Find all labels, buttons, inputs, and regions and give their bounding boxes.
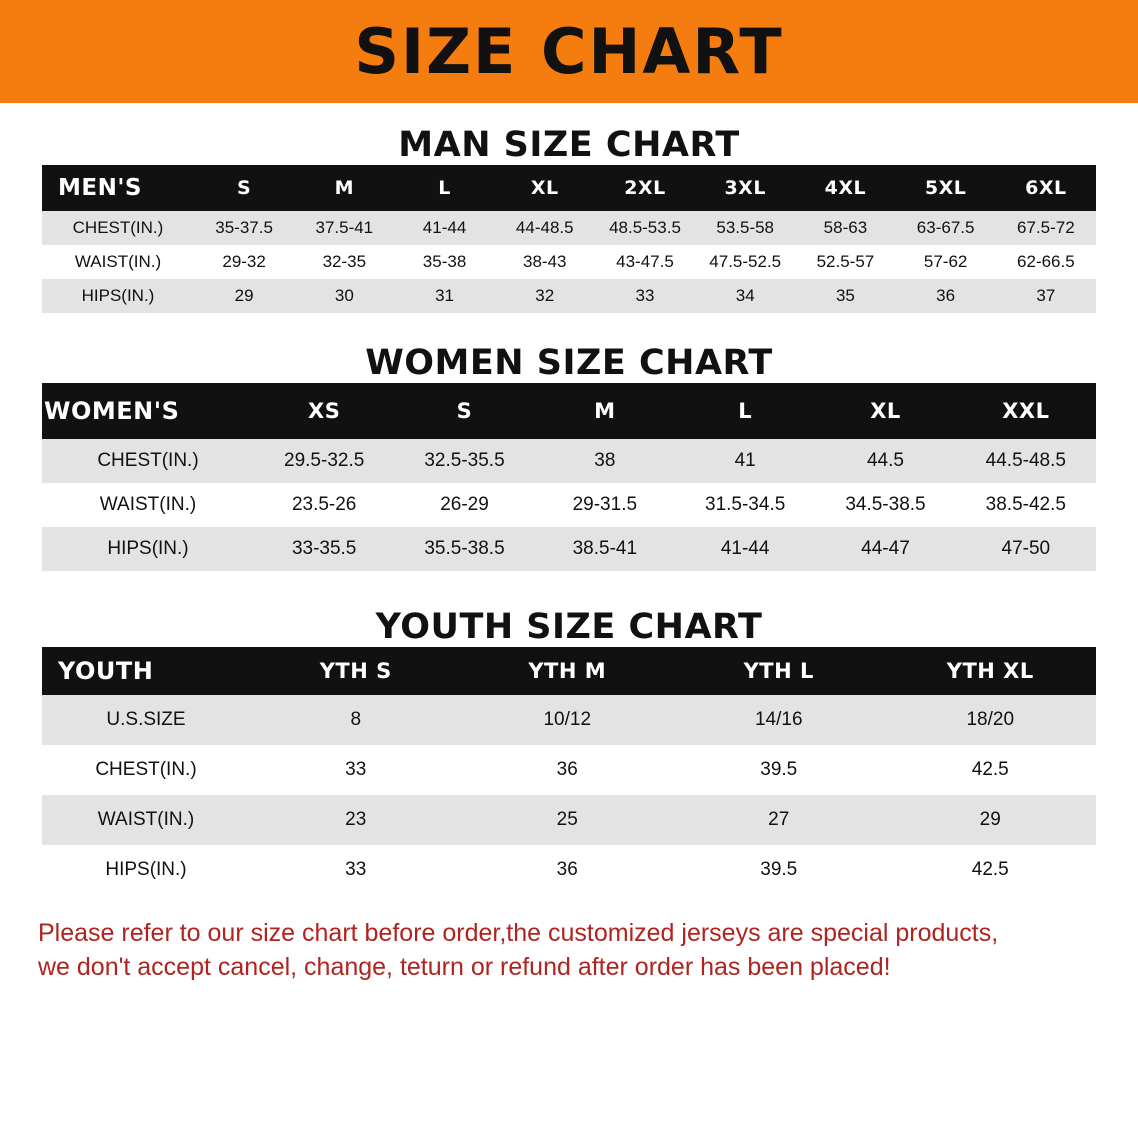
women-header-cell: S bbox=[394, 383, 534, 439]
cell: 36 bbox=[896, 279, 996, 313]
row-label: CHEST(IN.) bbox=[42, 745, 250, 795]
cell: 33-35.5 bbox=[254, 527, 394, 571]
row-label: HIPS(IN.) bbox=[42, 279, 194, 313]
cell: 38 bbox=[535, 439, 675, 483]
women-table-body bbox=[42, 439, 1096, 571]
man-header-cell: XL bbox=[495, 165, 595, 211]
cell: 53.5-58 bbox=[695, 211, 795, 245]
cell: 41-44 bbox=[394, 211, 494, 245]
youth-header-cell: YTH XL bbox=[885, 647, 1097, 695]
cell: 42.5 bbox=[885, 745, 1097, 795]
table-header-row bbox=[42, 383, 1096, 439]
women-header-cell: M bbox=[535, 383, 675, 439]
youth-size-table bbox=[42, 647, 1096, 895]
cell: 35.5-38.5 bbox=[394, 527, 534, 571]
cell: 52.5-57 bbox=[795, 245, 895, 279]
row-label: HIPS(IN.) bbox=[42, 845, 250, 895]
women-header-cell: XXL bbox=[956, 383, 1096, 439]
cell: 29-31.5 bbox=[535, 483, 675, 527]
cell: 48.5-53.5 bbox=[595, 211, 695, 245]
policy-note-line-1: Please refer to our size chart before order,the customized jerseys are special products, bbox=[38, 919, 999, 947]
cell: 41-44 bbox=[675, 527, 815, 571]
cell: 37.5-41 bbox=[294, 211, 394, 245]
youth-table-body bbox=[42, 695, 1096, 895]
man-table-head bbox=[42, 165, 1096, 211]
table-row bbox=[42, 795, 1096, 845]
man-header-cell: 3XL bbox=[695, 165, 795, 211]
women-header-cell: L bbox=[675, 383, 815, 439]
table-row bbox=[42, 211, 1096, 245]
man-header-cell: 6XL bbox=[996, 165, 1096, 211]
banner bbox=[0, 0, 1138, 103]
man-table-body bbox=[42, 211, 1096, 313]
cell: 33 bbox=[595, 279, 695, 313]
cell: 44.5 bbox=[815, 439, 955, 483]
man-header-cell: M bbox=[294, 165, 394, 211]
women-header-cell: XS bbox=[254, 383, 394, 439]
cell: 62-66.5 bbox=[996, 245, 1096, 279]
cell: 34 bbox=[695, 279, 795, 313]
table-header-row bbox=[42, 647, 1096, 695]
cell: 34.5-38.5 bbox=[815, 483, 955, 527]
table-row bbox=[42, 527, 1096, 571]
cell: 32-35 bbox=[294, 245, 394, 279]
cell: 14/16 bbox=[673, 695, 885, 745]
cell: 35-37.5 bbox=[194, 211, 294, 245]
cell: 25 bbox=[462, 795, 674, 845]
cell: 36 bbox=[462, 845, 674, 895]
cell: 38.5-42.5 bbox=[956, 483, 1096, 527]
cell: 43-47.5 bbox=[595, 245, 695, 279]
row-label: WAIST(IN.) bbox=[42, 245, 194, 279]
row-label: U.S.SIZE bbox=[42, 695, 250, 745]
cell: 29.5-32.5 bbox=[254, 439, 394, 483]
row-label: CHEST(IN.) bbox=[42, 211, 194, 245]
youth-header-cell: YTH S bbox=[250, 647, 462, 695]
women-table-wrap bbox=[0, 383, 1138, 571]
cell: 8 bbox=[250, 695, 462, 745]
cell: 47.5-52.5 bbox=[695, 245, 795, 279]
cell: 58-63 bbox=[795, 211, 895, 245]
cell: 10/12 bbox=[462, 695, 674, 745]
table-row bbox=[42, 279, 1096, 313]
cell: 44-47 bbox=[815, 527, 955, 571]
cell: 26-29 bbox=[394, 483, 534, 527]
cell: 36 bbox=[462, 745, 674, 795]
cell: 38-43 bbox=[495, 245, 595, 279]
man-size-table bbox=[42, 165, 1096, 313]
cell: 38.5-41 bbox=[535, 527, 675, 571]
youth-section-title: YOUTH SIZE CHART bbox=[375, 607, 763, 647]
cell: 23 bbox=[250, 795, 462, 845]
cell: 30 bbox=[294, 279, 394, 313]
cell: 39.5 bbox=[673, 745, 885, 795]
women-header-cell: WOMEN'S bbox=[42, 383, 254, 439]
cell: 57-62 bbox=[896, 245, 996, 279]
man-section-title: MAN SIZE CHART bbox=[398, 125, 740, 165]
man-header-cell: MEN'S bbox=[42, 165, 194, 211]
cell: 35 bbox=[795, 279, 895, 313]
cell: 23.5-26 bbox=[254, 483, 394, 527]
cell: 47-50 bbox=[956, 527, 1096, 571]
table-row bbox=[42, 745, 1096, 795]
policy-note bbox=[0, 917, 1138, 985]
cell: 29-32 bbox=[194, 245, 294, 279]
cell: 44-48.5 bbox=[495, 211, 595, 245]
table-row bbox=[42, 245, 1096, 279]
cell: 42.5 bbox=[885, 845, 1097, 895]
cell: 33 bbox=[250, 845, 462, 895]
youth-header-cell: YTH L bbox=[673, 647, 885, 695]
man-header-cell: 2XL bbox=[595, 165, 695, 211]
man-table-wrap bbox=[0, 165, 1138, 313]
table-header-row bbox=[42, 165, 1096, 211]
table-row bbox=[42, 845, 1096, 895]
man-header-cell: S bbox=[194, 165, 294, 211]
policy-note-line-2: we don't accept cancel, change, teturn or refund after order has been placed! bbox=[38, 952, 891, 981]
cell: 29 bbox=[194, 279, 294, 313]
cell: 33 bbox=[250, 745, 462, 795]
cell: 67.5-72 bbox=[996, 211, 1096, 245]
women-table-head bbox=[42, 383, 1096, 439]
cell: 27 bbox=[673, 795, 885, 845]
row-label: CHEST(IN.) bbox=[42, 439, 254, 483]
cell: 32.5-35.5 bbox=[394, 439, 534, 483]
women-size-table bbox=[42, 383, 1096, 571]
youth-header-cell: YOUTH bbox=[42, 647, 250, 695]
cell: 32 bbox=[495, 279, 595, 313]
cell: 18/20 bbox=[885, 695, 1097, 745]
cell: 29 bbox=[885, 795, 1097, 845]
table-row bbox=[42, 439, 1096, 483]
man-header-cell: L bbox=[394, 165, 494, 211]
cell: 37 bbox=[996, 279, 1096, 313]
cell: 35-38 bbox=[394, 245, 494, 279]
page-title: SIZE CHART bbox=[354, 14, 784, 88]
row-label: HIPS(IN.) bbox=[42, 527, 254, 571]
man-header-cell: 5XL bbox=[896, 165, 996, 211]
youth-table-wrap bbox=[0, 647, 1138, 895]
cell: 31.5-34.5 bbox=[675, 483, 815, 527]
cell: 63-67.5 bbox=[896, 211, 996, 245]
cell: 39.5 bbox=[673, 845, 885, 895]
man-header-cell: 4XL bbox=[795, 165, 895, 211]
table-row bbox=[42, 695, 1096, 745]
women-header-cell: XL bbox=[815, 383, 955, 439]
cell: 44.5-48.5 bbox=[956, 439, 1096, 483]
row-label: WAIST(IN.) bbox=[42, 795, 250, 845]
cell: 41 bbox=[675, 439, 815, 483]
row-label: WAIST(IN.) bbox=[42, 483, 254, 527]
women-section-title: WOMEN SIZE CHART bbox=[365, 343, 773, 383]
youth-header-cell: YTH M bbox=[462, 647, 674, 695]
youth-table-head bbox=[42, 647, 1096, 695]
cell: 31 bbox=[394, 279, 494, 313]
table-row bbox=[42, 483, 1096, 527]
